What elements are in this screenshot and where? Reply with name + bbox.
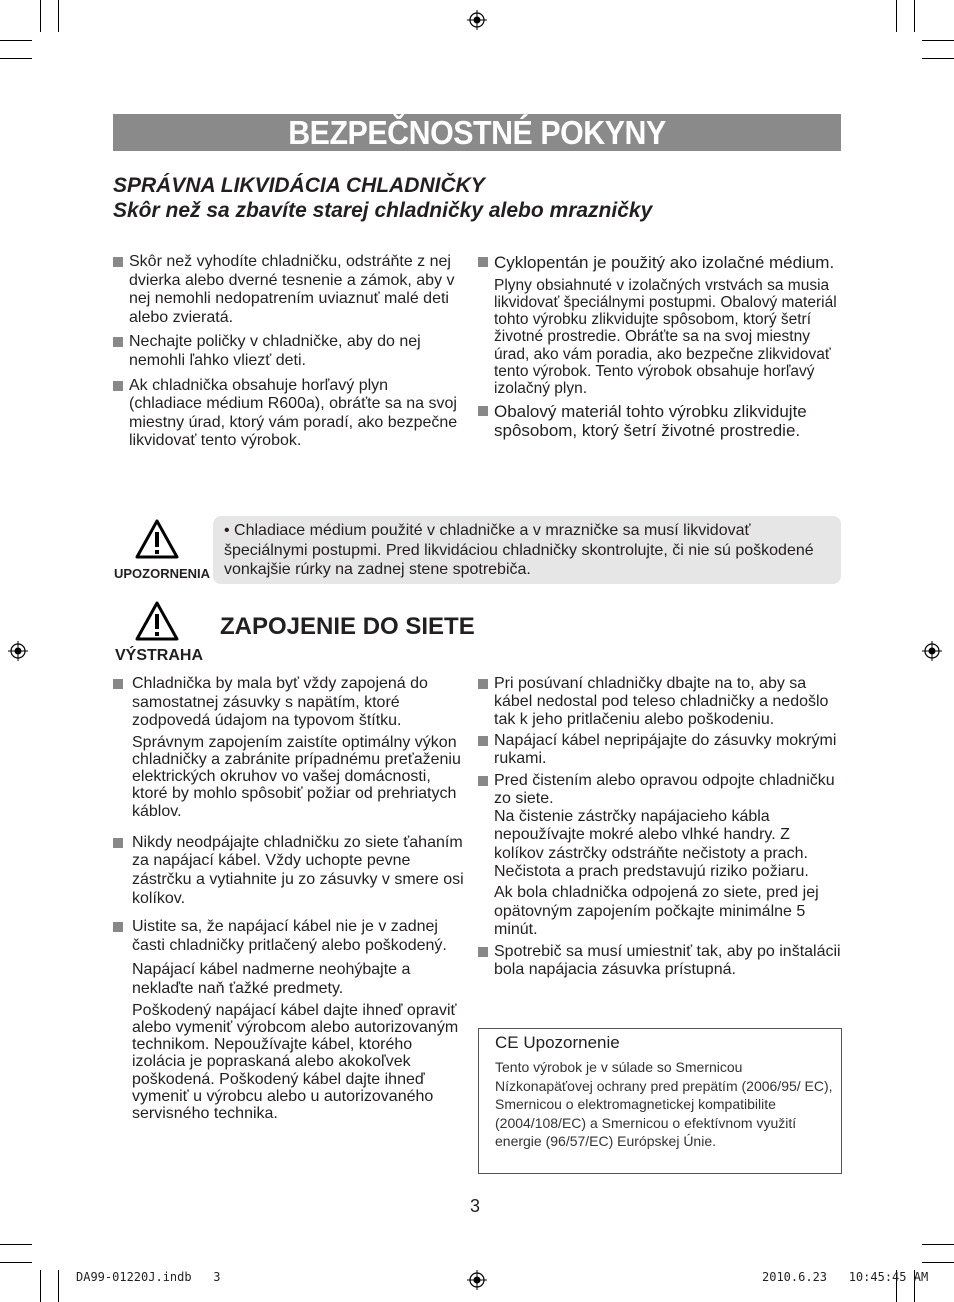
crop-mark xyxy=(40,1270,41,1302)
power-right-column xyxy=(478,675,842,980)
list-item: Obalový materiál tohto výrobku zlikvidujte spôsobom, ktorý šetrí životné prostredie. xyxy=(478,402,842,441)
list-item: Pri posúvaní chladničky dbajte na to, aby sa kábel nedostal pod teleso chladničky a nedošlo tak k jeho pritlačeniu alebo poškodeniu. xyxy=(478,675,842,728)
crop-mark xyxy=(922,58,954,59)
disposal-title-line1: SPRÁVNA LIKVIDÁCIA CHLADNIČKY xyxy=(113,174,485,197)
page-title-bar xyxy=(113,114,841,151)
ce-notice-box xyxy=(478,1028,842,1174)
list-item: Napájací kábel nepripájajte do zásuvky mokrými rukami. xyxy=(478,732,842,768)
crop-mark xyxy=(914,0,915,32)
footer-timestamp: 2010.6.23 10:45:45 AM xyxy=(762,1270,929,1284)
registration-mark-icon xyxy=(922,641,942,661)
crop-mark xyxy=(58,0,59,32)
disposal-title-line2: Skôr než sa zbavíte starej chladničky alebo mrazničky xyxy=(113,199,653,222)
caution-triangle-icon xyxy=(134,518,180,560)
caution-box xyxy=(213,516,841,584)
crop-mark xyxy=(0,58,32,59)
crop-mark xyxy=(0,40,32,41)
registration-mark-icon xyxy=(467,10,487,30)
crop-mark xyxy=(0,1244,32,1245)
registration-mark-icon xyxy=(8,641,28,661)
caution-label: UPOZORNENIA xyxy=(114,566,211,581)
power-left-column xyxy=(113,675,465,1123)
list-item-detail: Plyny obsiahnuté v izolačných vrstvách sa musia likvidovať špeciálnymi postupmi. Obalový materiál tohto výrobku zlikvidujte spôsobom, ktorý šetrí životné prostredie. Obráťte sa na svoj miestny úrad, ako vám poradia, ako bezpečne zlikvidovať tento výrobok. Tento výrobok obsahuje horľavý izolačný plyn. xyxy=(494,276,837,398)
ce-notice-title: CE Upozornenie xyxy=(495,1033,620,1052)
crop-mark xyxy=(0,1262,32,1263)
crop-mark xyxy=(58,1270,59,1302)
list-item-detail: Správnym zapojením zaistíte optimálny výkon chladničky a zabránite prípadnému preťaženiu elektrických okruhov vo vašej domácnosti, ktoré by mohlo spôsobiť požiar od prehriatych káblov. xyxy=(132,733,461,820)
list-item: Nikdy neodpájajte chladničku zo siete ťahaním za napájací kábel. Vždy uchopte pevne zástrčku a vytiahnite ju zo zásuvky v smere osi kolíkov. xyxy=(113,834,465,908)
list-item: Cyklopentán je použitý ako izolačné médium. xyxy=(478,253,842,273)
crop-mark xyxy=(922,1262,954,1263)
footer-file-name: DA99-01220J.indb 3 xyxy=(76,1270,221,1284)
list-item: Nechajte poličky v chladničke, aby do nej nemohli ľahko vliezť deti. xyxy=(113,333,458,370)
warning-triangle-icon xyxy=(134,600,180,642)
list-item: Chladnička by mala byť vždy zapojená do samostatnej zásuvky s napätím, ktoré zodpovedá údajom na typovom štítku. xyxy=(113,675,465,731)
list-item: Ak chladnička obsahuje horľavý plyn (chladiace médium R600a), obráťte sa na svoj miestny úrad, ktorý vám poradí, ako bezpečne likvidovať tento výrobok. xyxy=(113,377,458,451)
registration-mark-icon xyxy=(467,1270,487,1290)
disposal-section-title xyxy=(113,173,652,223)
disposal-right-column xyxy=(478,253,842,441)
caution-text: • Chladiace médium použité v chladničke a v mrazničke sa musí likvidovať špeciálnymi postupmi. Pred likvidáciou chladničky skontrolujte, či nie sú poškodené vonkajšie rúrky na zadnej stene spotrebiča. xyxy=(224,522,814,578)
list-item-detail: Na čistenie zástrčky napájacieho kábla nepoužívajte mokré alebo vlhké handry. Z kolíkov zástrčky odstráňte nečistoty a prach. Nečistota a prach predstavujú riziko požiaru. xyxy=(494,807,809,881)
list-item: Pred čistením alebo opravou odpojte chladničku zo siete. xyxy=(478,772,842,808)
page-number: 3 xyxy=(470,1196,481,1216)
list-item-detail: Poškodený napájací kábel dajte ihneď opraviť alebo vymeniť výrobcom alebo autorizovaným technikom. Nepoužívajte kábel, ktorého izolácia je popraskaná alebo akokoľvek poškodená. Poškodený kábel dajte ihneď vymeniť u výrobcu alebo u autorizovaného servisného technika. xyxy=(132,1001,459,1123)
crop-mark xyxy=(896,0,897,32)
page-title: BEZPEČNOSTNÉ POKYNY xyxy=(288,114,666,151)
power-section-title: ZAPOJENIE DO SIETE xyxy=(220,613,475,640)
list-item-detail: Napájací kábel nadmerne neohýbajte a neklaďte naň ťažké predmety. xyxy=(132,961,411,997)
list-item: Skôr než vyhodíte chladničku, odstráňte z nej dvierka alebo dverné tesnenie a zámok, aby v nej nemohli nedopatrením uviaznuť malé deti alebo zvieratá. xyxy=(113,253,458,327)
warning-label: VÝSTRAHA xyxy=(115,647,204,664)
ce-notice-body: Tento výrobok je v súlade so Smernicou Nízkonapäťovej ochrany pred prepätím (2006/95/ EC), Smernicou o elektromagnetickej kompatibilite (2004/108/EC) a Smernicou o efektívnom využití energie (96/57/EC) Európskej Únie. xyxy=(495,1059,833,1150)
crop-mark xyxy=(922,40,954,41)
crop-mark xyxy=(40,0,41,32)
list-item-detail: Ak bola chladnička odpojená zo siete, pred jej opätovným zapojením počkajte minimálne 5 minút. xyxy=(494,883,819,939)
list-item: Spotrebič sa musí umiestniť tak, aby po inštalácii bola napájacia zásuvka prístupná. xyxy=(478,943,842,980)
list-item: Uistite sa, že napájací kábel nie je v zadnej časti chladničky pritlačený alebo poškodený. xyxy=(113,918,465,955)
crop-mark xyxy=(922,1244,954,1245)
disposal-left-column xyxy=(113,253,458,451)
